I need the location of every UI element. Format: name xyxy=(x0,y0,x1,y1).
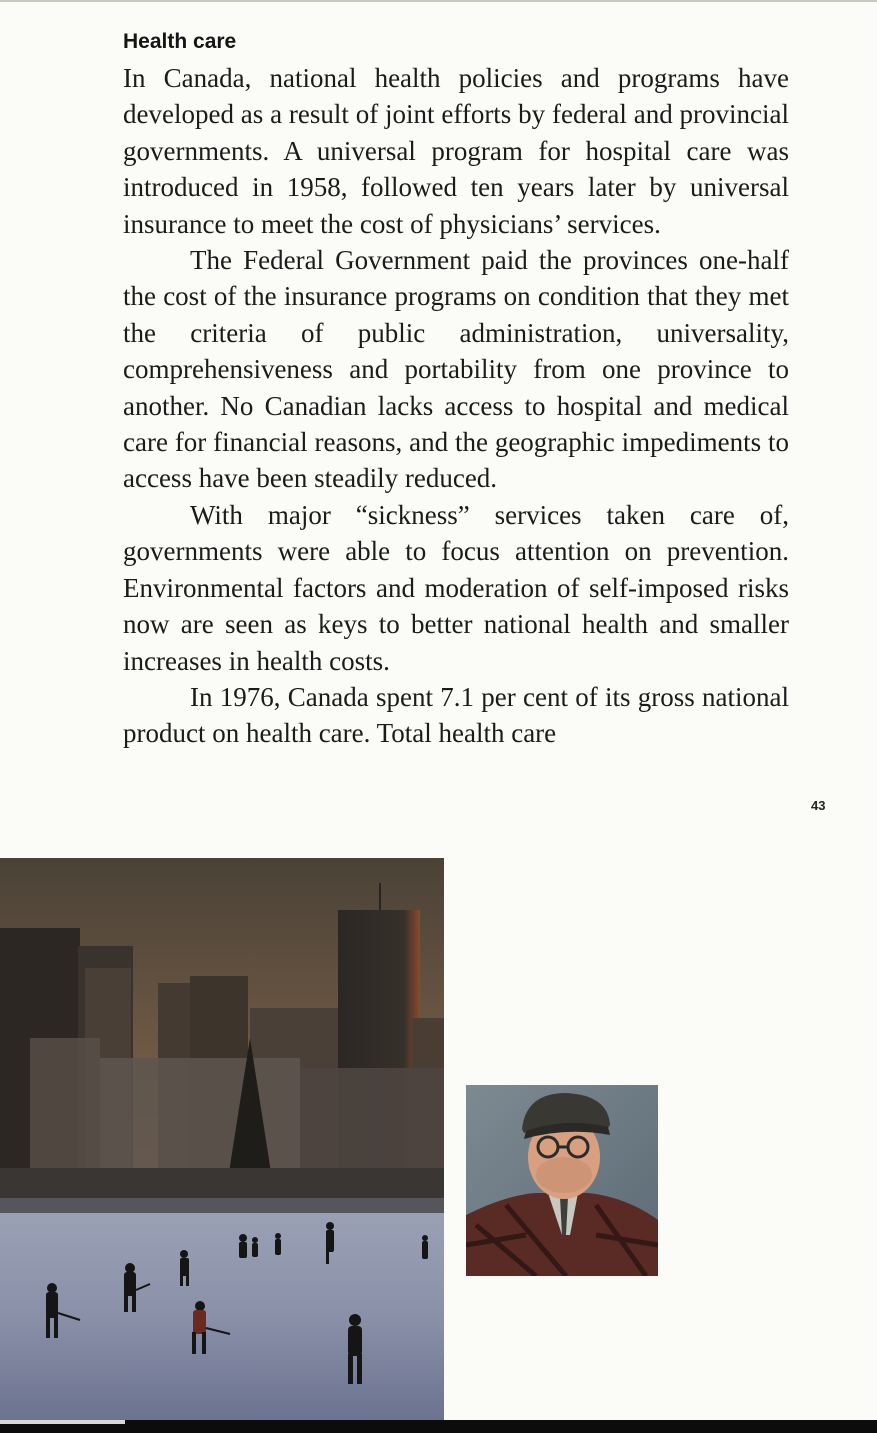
city-skyline-skating-photo xyxy=(0,858,444,1420)
elderly-man-portrait-photo xyxy=(466,1085,658,1276)
paragraph-3: With major “sickness” services taken care of, governments were able to focus attention on prevention. Environmental factors and moderation of self-imposed risks now are seen as keys to better national health and smaller increases in health costs. xyxy=(123,499,789,676)
page-number: 43 xyxy=(811,798,826,813)
section-heading: Health care xyxy=(123,30,237,53)
paragraph-2: The Federal Government paid the provinces one-half the cost of the insurance programs on condition that they met the criteria of public administration, universality, comprehensiveness and portability from one province to another. No Canadian lacks access to hospital and medical care for financial reasons, and the geographic impediments to access have been steadily reduced. xyxy=(123,245,789,494)
top-rule xyxy=(0,0,877,2)
page-bottom-edge-highlight xyxy=(0,1420,125,1424)
skyline-illustration xyxy=(0,858,444,1420)
paragraph-4: In 1976, Canada spent 7.1 per cent of its gross national product on health care. Total health care xyxy=(123,681,789,749)
page-bottom-edge xyxy=(0,1420,877,1433)
paragraph-1: In Canada, national health policies and programs have developed as a result of joint efforts by federal and provincial governments. A universal program for hospital care was introduced in 1958, followed ten years later by universal insurance to meet the cost of physicians’ services. xyxy=(123,63,789,239)
portrait-illustration xyxy=(466,1085,658,1276)
article-body xyxy=(123,60,789,752)
